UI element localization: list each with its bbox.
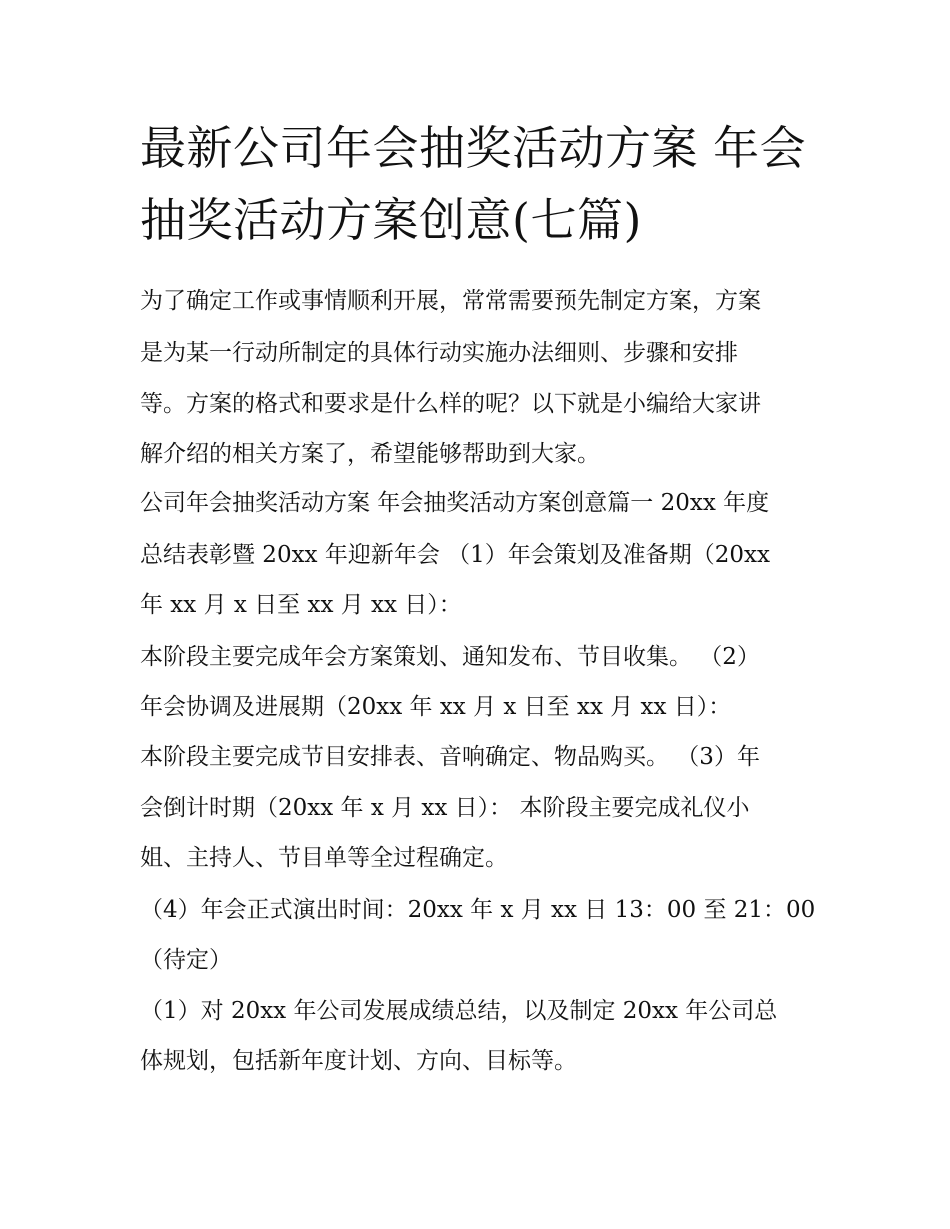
body-line: 是为某一行动所制定的具体行动实施办法细则、步骤和安排 bbox=[140, 340, 738, 366]
body-line: 等。方案的格式和要求是什么样的呢？以下就是小编给大家讲 bbox=[140, 391, 761, 417]
body-line: 体规划，包括新年度计划、方向、目标等。 bbox=[140, 1048, 577, 1074]
body-line: 公司年会抽奖活动方案 年会抽奖活动方案创意篇一 20xx 年度 bbox=[140, 490, 770, 516]
body-line: （1）对 20xx 年公司发展成绩总结，以及制定 20xx 年公司总 bbox=[140, 998, 778, 1024]
document-title: 最新公司年会抽奖活动方案 年会抽奖活动方案创意(七篇) bbox=[140, 121, 807, 247]
body-line: 为了确定工作或事情顺利开展，常常需要预先制定方案，方案 bbox=[140, 288, 761, 314]
body-line: 本阶段主要完成节目安排表、音响确定、物品购买。 （3）年 bbox=[140, 744, 760, 770]
body-line: 姐、主持人、节目单等全过程确定。 bbox=[140, 845, 508, 871]
body-line: 会倒计时期（20xx 年 x 月 xx 日）： 本阶段主要完成礼仪小 bbox=[140, 795, 750, 821]
body-line: 总结表彰暨 20xx 年迎新年会 （1）年会策划及准备期（20xx bbox=[140, 542, 770, 568]
body-line: （待定） bbox=[140, 947, 232, 973]
body-line: 年 xx 月 x 日至 xx 月 xx 日）： bbox=[140, 592, 462, 618]
body-line: 本阶段主要完成年会方案策划、通知发布、节目收集。 （2） bbox=[140, 644, 760, 670]
body-line: 年会协调及进展期（20xx 年 xx 月 x 日至 xx 月 xx 日）： bbox=[140, 694, 732, 720]
body-line: 解介绍的相关方案了，希望能够帮助到大家。 bbox=[140, 441, 600, 467]
body-line: （4）年会正式演出时间：20xx 年 x 月 xx 日 13：00 至 21：00 bbox=[140, 897, 816, 923]
